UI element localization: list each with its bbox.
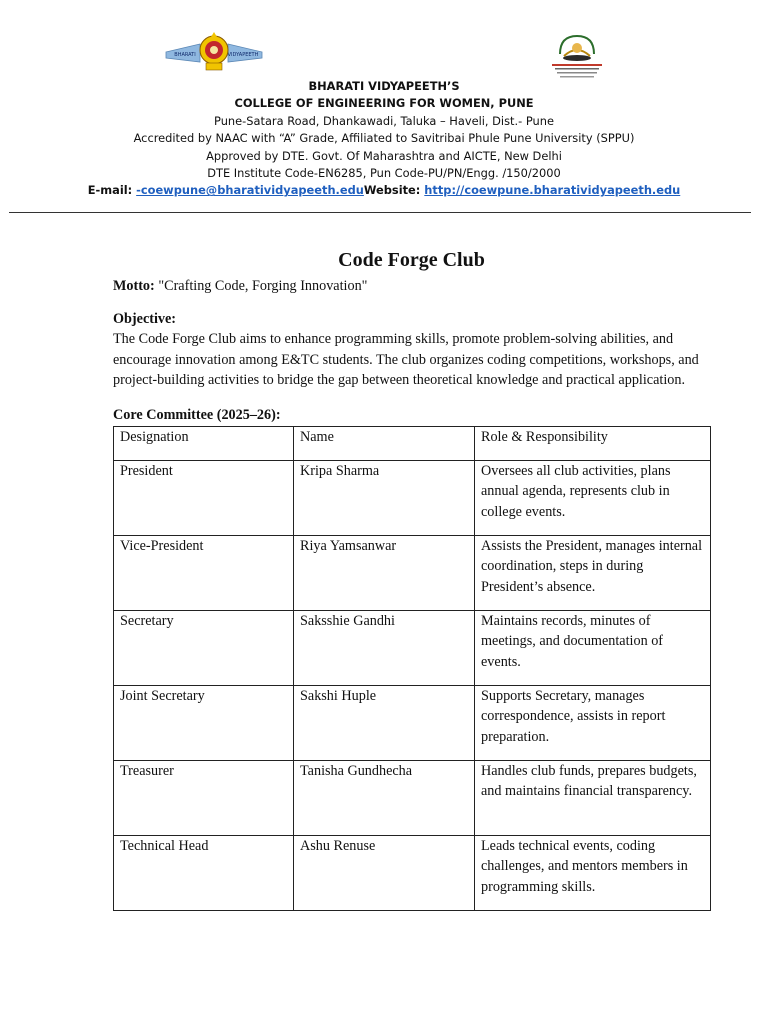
- cell-designation: Technical Head: [114, 835, 294, 910]
- cell-role: Leads technical events, coding challenges, and mentors members in programming skills.: [475, 835, 711, 910]
- cell-designation: President: [114, 460, 294, 535]
- motto-line: [113, 276, 710, 297]
- table-row: [114, 835, 711, 910]
- table-row: [114, 610, 711, 685]
- motto-text: "Crafting Code, Forging Innovation": [154, 278, 368, 294]
- cell-role: Handles club funds, prepares budgets, and maintains financial transparency.: [475, 760, 711, 835]
- header-designation: Designation: [114, 426, 294, 460]
- table-row: [114, 535, 711, 610]
- motto-label: Motto:: [113, 278, 155, 294]
- website-label: Website:: [363, 183, 425, 198]
- cell-role: Oversees all club activities, plans annual agenda, represents club in college events.: [475, 460, 711, 535]
- cell-designation: Secretary: [114, 610, 294, 685]
- accreditation-line: Accredited by NAAC with “A” Grade, Affiliated to Savitribai Phule Pune University (SPPU): [133, 131, 635, 146]
- email-label: E-mail:: [87, 183, 137, 198]
- table-row: [114, 760, 711, 835]
- cell-name: Riya Yamsanwar: [294, 535, 475, 610]
- college-seal-logo: [546, 30, 608, 82]
- college-name: COLLEGE OF ENGINEERING FOR WOMEN, PUNE: [234, 96, 534, 111]
- cell-role: Assists the President, manages internal coordination, steps in during President’s absence.: [475, 535, 711, 610]
- cell-designation: Joint Secretary: [114, 685, 294, 760]
- cell-designation: Treasurer: [114, 760, 294, 835]
- table-row: [114, 460, 711, 535]
- document-title: Code Forge Club: [338, 249, 485, 271]
- email-link[interactable]: -coewpune@bharatividyapeeth.edu: [136, 183, 364, 198]
- college-address: Pune-Satara Road, Dhankawadi, Taluka – Haveli, Dist.- Pune: [214, 113, 554, 128]
- letterhead: [0, 0, 768, 214]
- committee-table: [113, 426, 711, 911]
- contact-line: [0, 182, 768, 199]
- approval-line: Approved by DTE. Govt. Of Maharashtra and AICTE, New Delhi: [206, 148, 562, 163]
- cell-name: Tanisha Gundhecha: [294, 760, 475, 835]
- website-link[interactable]: http://coewpune.bharatividyapeeth.edu: [424, 183, 681, 198]
- cell-name: Ashu Renuse: [294, 835, 475, 910]
- cell-designation: Vice-President: [114, 535, 294, 610]
- cell-role: Maintains records, minutes of meetings, and documentation of events.: [475, 610, 711, 685]
- institute-codes-line: DTE Institute Code-EN6285, Pun Code-PU/PN/Engg. /150/2000: [207, 166, 561, 181]
- svg-text:VIDYAPEETH: VIDYAPEETH: [227, 52, 259, 58]
- cell-role: Supports Secretary, manages correspondence, assists in report preparation.: [475, 685, 711, 760]
- committee-heading: Core Committee (2025–26):: [113, 406, 281, 423]
- cell-name: Saksshie Gandhi: [294, 610, 475, 685]
- table-header-row: [114, 426, 711, 460]
- bharati-vidyapeeth-emblem-logo: [164, 30, 264, 74]
- objective-text: The Code Forge Club aims to enhance programming skills, promote problem-solving abilities, and encourage innovation among E&TC students. The club organizes coding competitions, workshops, and project-building activities to bridge the gap between theoretical knowledge and practical application.: [113, 331, 699, 389]
- letterhead-text-block: [0, 78, 768, 200]
- svg-text:BHARATI: BHARATI: [174, 52, 196, 58]
- header-role: Role & Responsibility: [475, 426, 711, 460]
- header-divider: [9, 212, 751, 213]
- cell-name: Kripa Sharma: [294, 460, 475, 535]
- cell-name: Sakshi Huple: [294, 685, 475, 760]
- document-body: [113, 246, 710, 911]
- header-name: Name: [294, 426, 475, 460]
- table-row: [114, 685, 711, 760]
- objective-heading: Objective:: [113, 310, 177, 327]
- institution-name: BHARATI VIDYAPEETH’S: [308, 79, 460, 93]
